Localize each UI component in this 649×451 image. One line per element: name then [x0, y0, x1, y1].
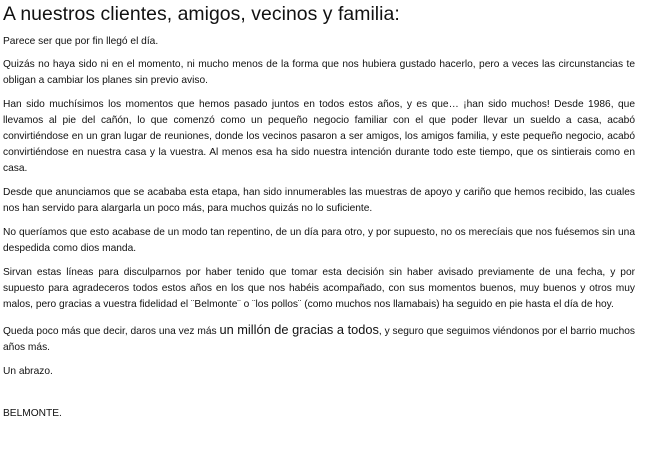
signature: BELMONTE.: [3, 408, 62, 419]
thanks-emphasis: un millón de gracias a todos: [219, 322, 379, 337]
paragraph-1: Parece ser que por fin llegó el día.: [3, 36, 159, 47]
letter-document: [3, 0, 635, 422]
paragraph-6: Sirvan estas líneas para disculparnos por haber tenido que tomar esta decisión sin haber avisado previamente de una fecha, y por supuesto para agradeceros todos estos años en los que nos habéis acompañado, con sus momentos buenos, muy buenos y otros muy malos, pero gracias a vuestra fidelidad el ¨Belmonte¨ o ¨los pollos¨ (como muchos nos llamabais) ha seguido en pie hasta el día de hoy.: [3, 267, 635, 310]
closing-line: Un abrazo.: [3, 366, 53, 377]
paragraph-7: [3, 322, 635, 356]
letter-title: A nuestros clientes, amigos, vecinos y familia:: [3, 3, 400, 25]
paragraph-5: No queríamos que esto acabase de un modo tan repentino, de un día para otro, y por supuesto, no os merecíais que nos fuésemos sin una despedida como dios manda.: [3, 227, 635, 254]
paragraph-2: Quizás no haya sido ni en el momento, ni mucho menos de la forma que nos hubiera gustado hacerlo, pero a veces las circunstancias te obligan a cambiar los planes sin previo aviso.: [3, 59, 635, 86]
paragraph-7-text-end: , y seguro que seguimos viéndonos por el barrio muchos años más.: [3, 326, 635, 353]
paragraph-7-text-start: Queda poco más que decir, daros una vez más: [3, 326, 220, 337]
paragraph-3: Han sido muchísimos los momentos que hemos pasado juntos en todos estos años, y es que… ¡han sido muchos! Desde 1986, que llevamos al pie del cañón, lo que comenzó como un pequeño negocio familiar con el que poder llevar un sueldo a casa, acabó convirtiéndose en un gran lugar de reuniones, donde los vecinos pasaron a ser amigos, los amigos familia, y este pequeño negocio, acabó convirtiéndose en nuestra casa y la vuestra. Al menos esa ha sido nuestra intención durante todo este tiempo, que os sintierais como en casa.: [3, 99, 635, 174]
paragraph-4: Desde que anunciamos que se acababa esta etapa, han sido innumerables las muestras de apoyo y cariño que hemos recibido, las cuales nos han servido para alargarla un poco más, para muchos quizás no lo suficiente.: [3, 187, 635, 214]
